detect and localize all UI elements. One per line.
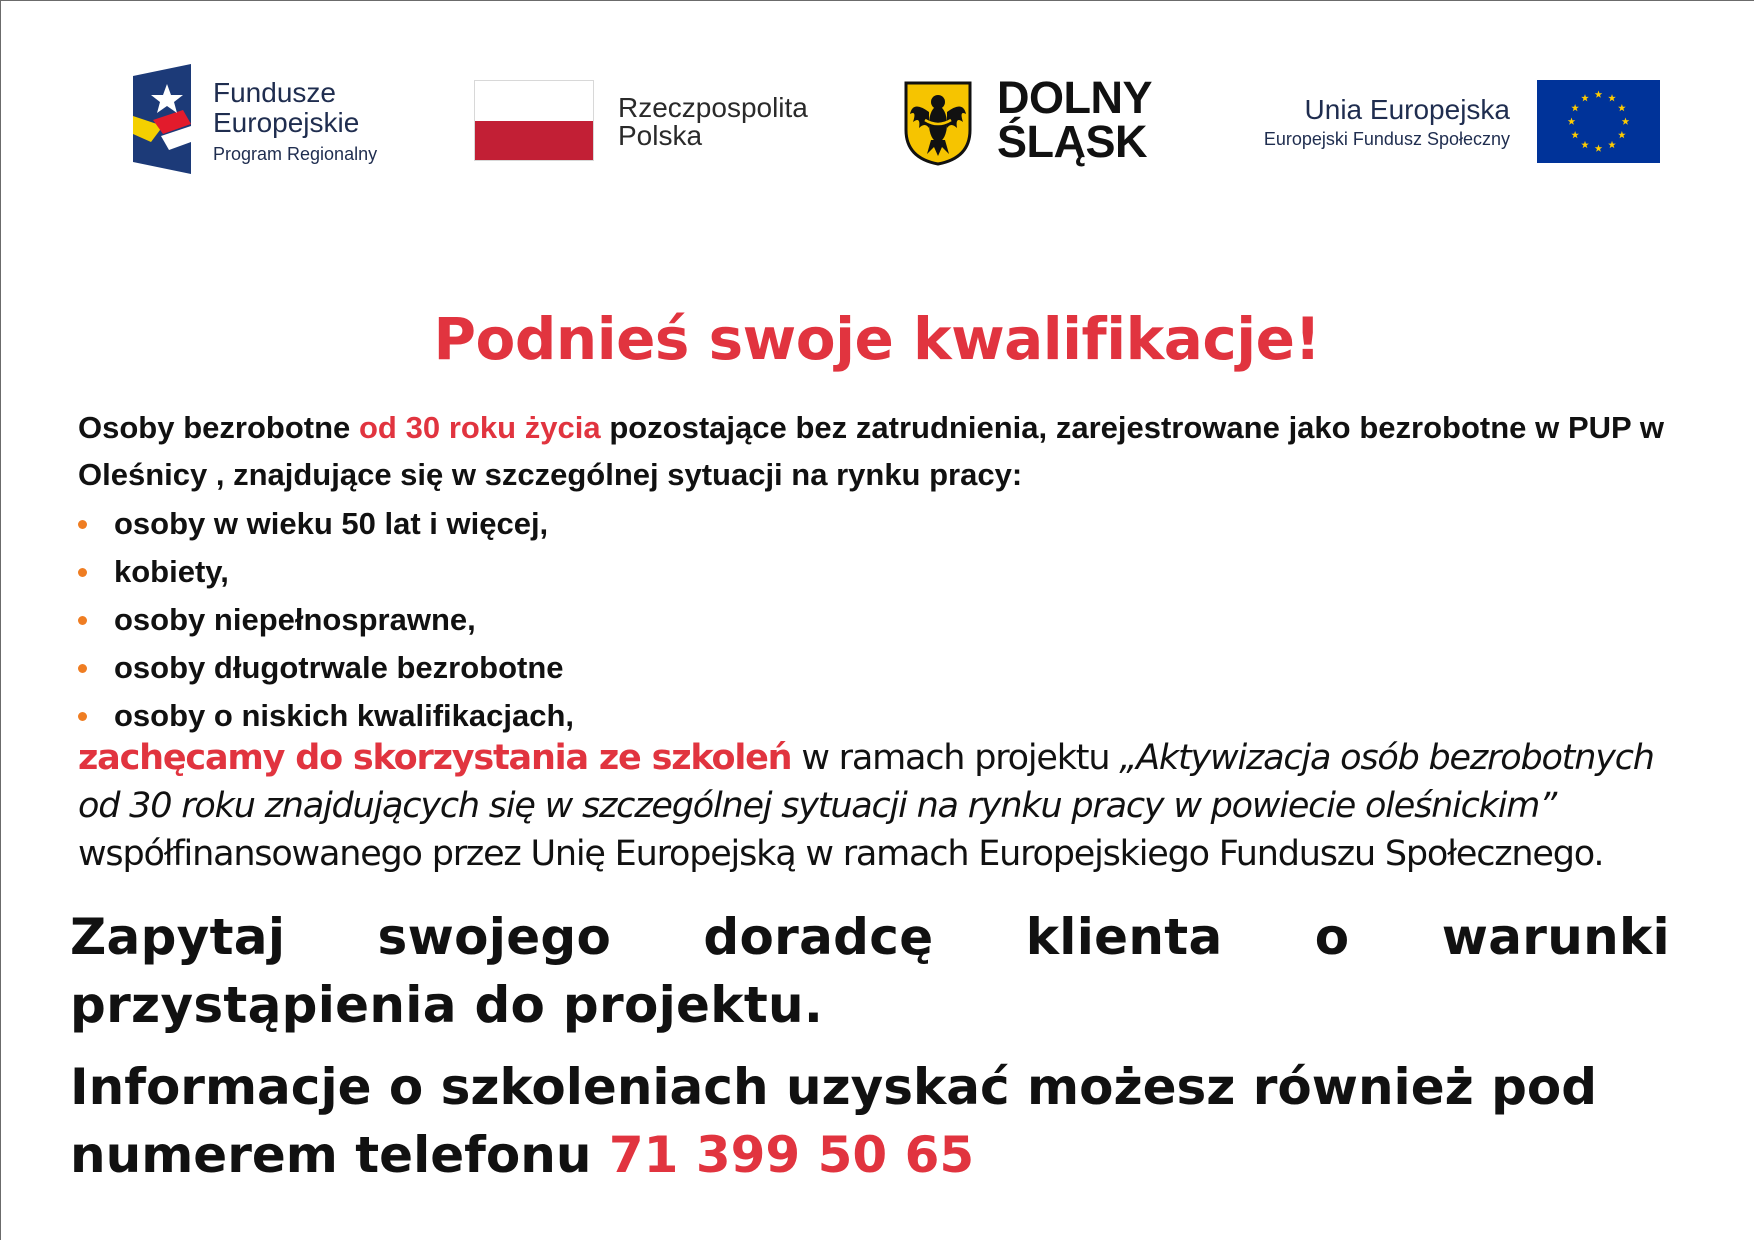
eu-line-2: Europejski Fundusz Społeczny (1263, 129, 1510, 149)
project-paragraph (78, 734, 1668, 878)
project-cofinancing: współfinansowanego przez Unię Europejską w ramach Europejskiego Funduszu Społecznego. (78, 834, 1604, 874)
intro-text-1: Osoby bezrobotne (78, 410, 359, 445)
fe-line-2: Europejskie (213, 107, 360, 138)
eu-line-1: Unia Europejska (1304, 94, 1510, 125)
intro-age-highlight: od 30 roku życia (359, 410, 601, 445)
project-invite: zachęcamy do skorzystania ze szkoleń (78, 738, 792, 778)
logo-fundusze-europejskie (133, 62, 403, 177)
criteria-item (78, 692, 878, 740)
intro-paragraph (78, 404, 1664, 498)
bullet-dot-icon (78, 664, 87, 673)
project-title: „Aktywizacja osób bezrobotnych od 30 roku znajdujących się w szczególnej sytuacji na rynku pracy w powiecie oleśnickim” (78, 738, 1654, 826)
advisor-call-to-action: Zapytaj swojego doradcę klienta o warunki przystąpienia do projektu. (70, 908, 1670, 1034)
criteria-item (78, 596, 878, 644)
headline: Podnieś swoje kwalifikacje! (433, 305, 1321, 373)
bullet-dot-icon (78, 568, 87, 577)
criteria-text: osoby niepełnosprawne, (114, 602, 476, 637)
fe-line-1: Fundusze (213, 77, 336, 108)
ds-line-2: ŚLĄSK (997, 116, 1148, 167)
eu-flag-icon (1537, 80, 1660, 163)
bullet-dot-icon (78, 520, 87, 529)
bullet-dot-icon (78, 712, 87, 721)
rp-line-1: Rzeczpospolita (618, 92, 808, 123)
criteria-text: kobiety, (114, 554, 229, 589)
phone-number: 71 399 50 65 (608, 1126, 975, 1184)
logo-rzeczpospolita-polska (474, 80, 834, 162)
ds-line-1: DOLNY (997, 72, 1152, 123)
criteria-text: osoby długotrwale bezrobotne (114, 650, 564, 685)
silesian-eagle-shield-icon (903, 80, 973, 166)
logo-unia-europejska (1240, 80, 1660, 165)
project-middle: w ramach projektu (791, 738, 1120, 778)
criteria-list (78, 500, 878, 740)
fe-line-3: Program Regionalny (213, 144, 378, 164)
criteria-item (78, 548, 878, 596)
criteria-text: osoby o niskich kwalifikacjach, (114, 698, 575, 733)
intro-text-2: pozostające bez zatrudnienia, zarejestrowane jako bezrobotne w PUP w Oleśnicy , znajdujące się w szczególnej sytuacji na rynku pracy: (78, 410, 1664, 492)
bullet-dot-icon (78, 616, 87, 625)
criteria-item (78, 644, 878, 692)
fundusze-europejskie-star-mark-icon (133, 64, 191, 174)
polish-flag-icon (474, 80, 594, 161)
criteria-item (78, 500, 878, 548)
logo-dolny-slask (903, 72, 1173, 171)
criteria-text: osoby w wieku 50 lat i więcej, (114, 506, 549, 541)
contact-info (70, 1053, 1670, 1189)
rp-line-2: Polska (618, 120, 703, 151)
contact-text: Informacje o szkoleniach uzyskać możesz również pod numerem telefonu (70, 1058, 1598, 1184)
